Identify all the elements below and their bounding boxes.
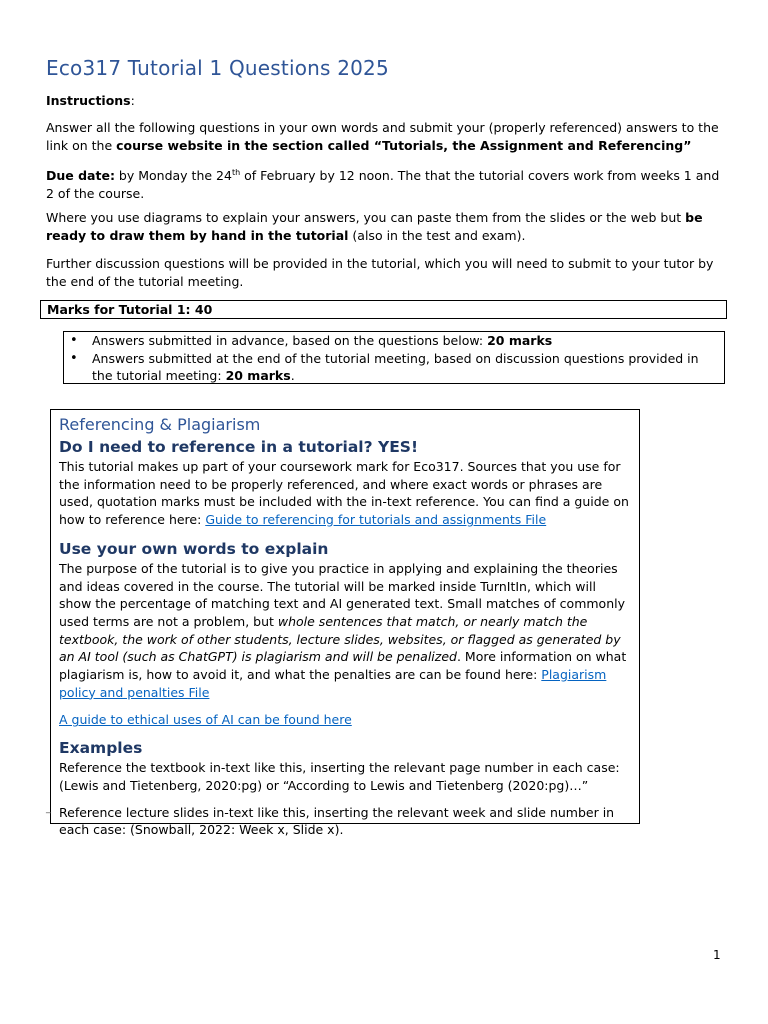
due-date-paragraph — [46, 164, 726, 203]
own-words-italic: whole sentences that match, or nearly match the textbook, the work of other students, lecture slides, websites, or flagged as generated by an AI tool (such as ChatGPT) is plagiarism and will be penalized — [59, 613, 621, 665]
ai-guide-link[interactable]: A guide to ethical uses of AI can be found here — [59, 712, 352, 728]
own-words-text-a: The purpose of the tutorial is to give you practice in applying and explaining the theories and ideas covered in the course. The tutorial will be marked inside TurnItIn, which will show the percentage of matching text and AI generated text. Small matches of commonly used terms are not a problem, but — [59, 560, 625, 629]
bullet-text: Answers submitted at the end of the tutorial meeting, based on discussion questions provided in the tutorial meeting: — [92, 350, 699, 383]
example-slides: Reference lecture slides in-text like this, inserting the relevant week and slide number in each case: (Snowball, 2022: Week x, Slide x). — [59, 804, 615, 838]
examples-heading: Examples — [59, 739, 143, 758]
diagrams-text-b: (also in the test and exam). — [348, 228, 526, 243]
marks-breakdown-box — [63, 331, 725, 384]
referencing-guide-link[interactable]: Guide to referencing for tutorials and assignments File — [205, 512, 547, 528]
plagiarism-policy-link[interactable]: Plagiarism policy and penalties File — [59, 667, 607, 700]
further-paragraph: Further discussion questions will be provided in the tutorial, which you will need to submit to your tutor by the end of the tutorial meeting. — [46, 256, 714, 289]
bullet-bold: 20 marks — [225, 368, 291, 383]
bullet-bold: 20 marks — [487, 333, 553, 348]
diagrams-paragraph — [46, 209, 726, 245]
ai-guide-line — [59, 711, 631, 729]
instructions-colon: : — [130, 93, 135, 108]
referencing-heading: Referencing & Plagiarism — [59, 415, 261, 434]
diagrams-bold: be ready to draw them by hand in the tutorial — [46, 210, 703, 243]
own-words-paragraph — [59, 560, 631, 702]
bullet-tail: . — [290, 368, 295, 383]
marks-list — [64, 332, 724, 385]
own-words-text-b: . More information on what plagiarism is, how to avoid it, and what the penalties are can be found here: — [59, 649, 627, 683]
page-title: Eco317 Tutorial 1 Questions 2025 — [46, 56, 389, 80]
bullet-text: Answers submitted in advance, based on the questions below: — [92, 333, 488, 348]
stray-mark: _ — [46, 803, 51, 814]
reference-text: This tutorial makes up part of your coursework mark for Eco317. Sources that you use for the information need to be properly referenced, and where exact words or phrases are used, quotation marks must be included with the in-text reference. You can find a guide on how to reference here: — [59, 459, 629, 528]
marks-box: Marks for Tutorial 1: 40 — [40, 300, 727, 319]
instructions-label: Instructions — [46, 93, 131, 108]
referencing-box — [50, 409, 640, 838]
due-date-label: Due date: — [46, 168, 115, 184]
due-date-text-a: by Monday the 24 — [114, 168, 232, 184]
answer-bold: course website in the section called “Tutorials, the Assignment and Referencing” — [116, 138, 692, 153]
diagrams-text-a: Where you use diagrams to explain your answers, you can paste them from the slides or the web but — [46, 210, 686, 225]
answer-text: Answer all the following questions in your own words and submit your (properly referenced) answers to the link on the — [46, 120, 719, 153]
answer-paragraph — [46, 119, 726, 155]
due-date-text-b: of February by 12 noon. The that the tutorial covers work from weeks 1 and 2 of the course. — [46, 168, 720, 202]
example-textbook: Reference the textbook in-text like this, inserting the relevant page number in each case: (Lewis and Tietenberg, 2020:pg) or “According to Lewis and Tietenberg (2020:pg)…” — [59, 760, 620, 793]
instructions-label-line — [46, 92, 726, 110]
list-item — [64, 332, 718, 350]
list-item — [64, 350, 718, 385]
own-words-heading: Use your own words to explain — [59, 539, 329, 558]
reference-paragraph — [59, 458, 631, 529]
page-number: 1 — [713, 948, 721, 962]
due-date-sup: th — [231, 168, 241, 177]
reference-question-heading: Do I need to reference in a tutorial? YES! — [59, 438, 419, 456]
